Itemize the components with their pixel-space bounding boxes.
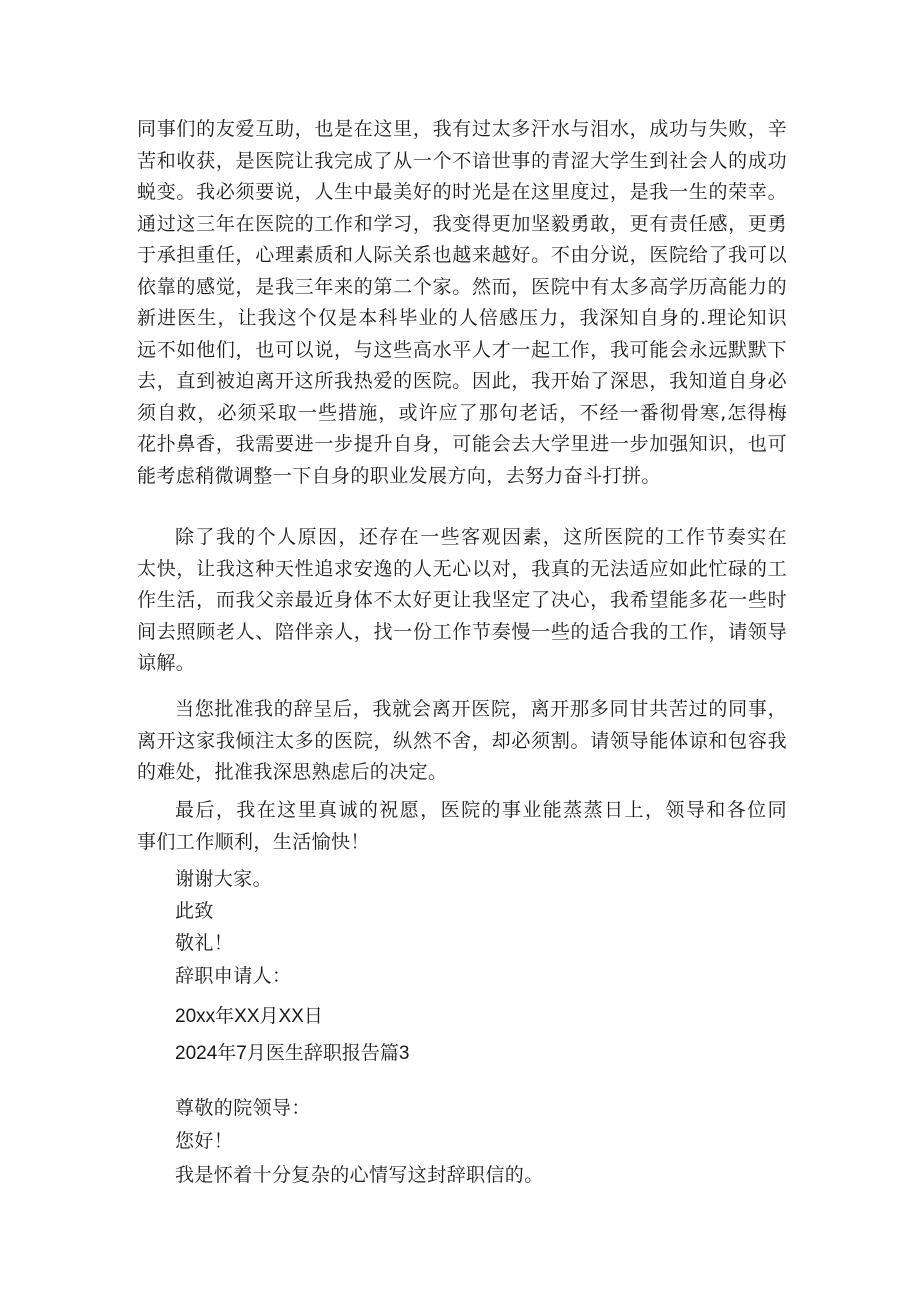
paragraph-1 — [137, 114, 787, 492]
paragraph-2 — [137, 522, 787, 680]
applicant-label: 辞职申请人： — [175, 965, 292, 987]
paragraph-1-line: 于承担重任，心理素质和人际关系也越来越好。不由分说，医院给了我可以 — [137, 244, 787, 266]
letter-greeting: 尊敬的院领导： — [175, 1097, 311, 1119]
letter-hello: 您好！ — [175, 1130, 234, 1152]
paragraph-1-line: 依靠的感觉，是我三年来的第二个家。然而，医院中有太多高学历高能力的 — [137, 275, 787, 298]
paragraph-3 — [137, 694, 787, 789]
paragraph-3-line: 当您批准我的辞呈后，我就会离开医院，离开那多同甘共苦过的同事， — [175, 698, 787, 720]
paragraph-2-line: 间去照顾老人、陪伴亲人，找一份工作节奏慢一些的适合我的工作，请领导 — [137, 620, 787, 643]
paragraph-4-line: 事们工作顺利，生活愉快！ — [137, 830, 370, 853]
closing-salutation-1: 此致 — [175, 900, 214, 922]
paragraph-2-line: 太快，让我这种天性追求安逸的人无心以对，我真的无法适应如此忙碌的工 — [137, 557, 787, 580]
paragraph-2-line: 作生活，而我父亲最近身体不太好更让我坚定了决心，我希望能多花一些时 — [137, 589, 787, 611]
section-title: 2024年7月医生辞职报告篇3 — [175, 1043, 410, 1064]
paragraph-1-line: 须自救，必须采取一些措施，或许应了那句老话，不经一番彻骨寒,怎得梅 — [137, 401, 787, 424]
paragraph-4-line: 最后，我在这里真诚的祝愿，医院的事业能蒸蒸日上，领导和各位同 — [175, 799, 787, 821]
paragraph-1-line: 能考虑稍微调整一下自身的职业发展方向，去努力奋斗打拼。 — [137, 464, 661, 487]
paragraph-1-line: 苦和收获，是医院让我完成了从一个不谙世事的青涩大学生到社会人的成功 — [137, 149, 787, 172]
paragraph-3-line: 的难处，批准我深思熟虑后的决定。 — [137, 761, 448, 783]
paragraph-1-line: 通过这三年在医院的工作和学习，我变得更加坚毅勇敢，更有责任感，更勇 — [137, 212, 787, 235]
date-line: 20xx年XX月XX日 — [175, 1006, 323, 1027]
paragraph-1-line: 蜕变。我必须要说，人生中最美好的时光是在这里度过，是我一生的荣幸。 — [137, 181, 787, 203]
paragraph-1-line: 远不如他们，也可以说，与这些高水平人才一起工作，我可能会永远默默下 — [137, 338, 787, 361]
paragraph-1-line: 同事们的友爱互助，也是在这里，我有过太多汗水与泪水，成功与失败，辛 — [137, 118, 787, 140]
paragraph-2-line: 除了我的个人原因，还存在一些客观因素，这所医院的工作节奏实在 — [175, 526, 787, 548]
closing-thanks: 谢谢大家。 — [175, 868, 273, 890]
paragraph-1-line: 花扑鼻香，我需要进一步提升自身，可能会去大学里进一步加强知识，也可 — [137, 433, 787, 455]
paragraph-3-line: 离开这家我倾注太多的医院，纵然不舍，却必须割。请领导能体谅和包容我 — [137, 729, 787, 752]
paragraph-4 — [137, 795, 787, 858]
paragraph-1-line: 新进医生，让我这个仅是本科毕业的人倍感压力，我深知自身的.理论知识 — [137, 307, 787, 329]
paragraph-2-line: 谅解。 — [137, 652, 196, 674]
letter-opening: 我是怀着十分复杂的心情写这封辞职信的。 — [175, 1164, 544, 1186]
paragraph-1-line: 去，直到被迫离开这所我热爱的医院。因此，我开始了深思，我知道自身必 — [137, 370, 787, 392]
closing-salutation-2: 敬礼！ — [175, 932, 234, 954]
